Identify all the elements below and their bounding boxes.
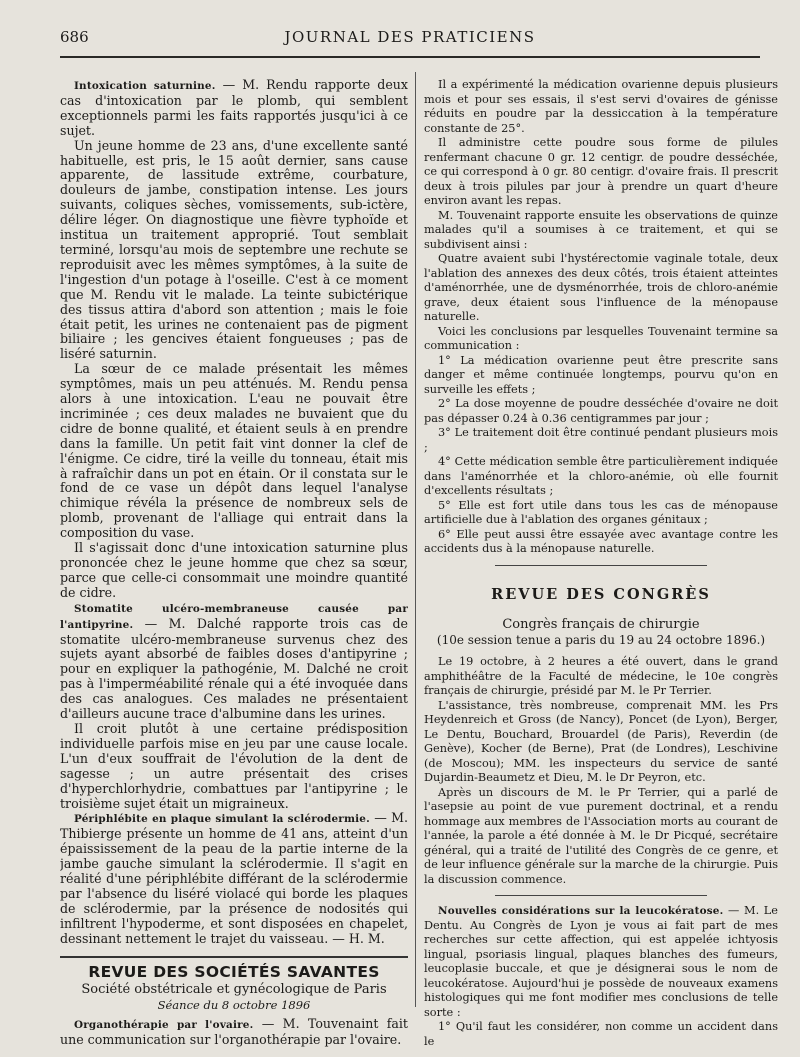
section-rule [495, 565, 707, 566]
paragraph: Il croit plutôt à une certaine prédisposition individuelle parfois mise en jeu par une cause locale. L'un d'eux souffrait de l'évolution de la dent de sagesse ; un autre présentait des crises d'hyperchlorhydrie, combattues par l'antipyrine ; le troisième sujet était un migraineux. [60, 720, 408, 811]
paragraph: Voici les conclusions par lesquelles Touvenaint termine sa communication : [424, 324, 778, 352]
paragraph: Il administre cette poudre sous forme de pilules renfermant chacune 0 gr. 12 centigr. de poudre desséchée, ce qui correspond à 0 gr. 80 centigr. d'ovaire frais. Il prescrit deux à trois pilules par jour à prendre un quart d'heure environ avant les repas. [424, 136, 778, 207]
column-divider [415, 72, 416, 1007]
page-header [60, 22, 760, 58]
conclusion-item: 4° Cette médication semble être particulièrement indiquée dans l'aménorrhée et la chloro-anémie, où elle fournit d'excellents résultats ; [424, 455, 778, 497]
paragraph: 1° Qu'il faut les considérer, non comme un accident dans le [424, 1020, 778, 1048]
conclusion-item: 1° La médication ovarienne peut être prescrite sans danger et même continuée longtemps, pourvu qu'on en surveille les effets ; [424, 353, 778, 396]
conclusion-item: 5° Elle est fort utile dans tous les cas de ménopause artificielle due à l'ablation des organes génitaux ; [424, 498, 778, 526]
paragraph: Il s'agissait donc d'une intoxication saturnine plus prononcée chez le jeune homme que chez sa sœur, parce que celle-ci consommait une moindre quantité de cidre. [60, 540, 408, 600]
paragraph: Un jeune homme de 23 ans, d'une excellente santé habituelle, est pris, le 15 août dernier, sans cause apparente, de lassitude extrême, courbature, douleurs de jambe, constipation intense. Les jours suivants, coliques sèches, vomissements, sub-ictère, délire léger. On diagnostique une fièvre typhoïde et institua un traitement approprié. Tout semblait terminé, lorsqu'au mois de septembre une rechute se reproduisit avec les mêmes symptômes, à la suite de l'ingestion d'un potage à l'oseille. C'est à ce moment que M. Rendu vit le malade. La teinte subictérique des tissus attira d'abord son attention ; mais le foie était petit, les urines ne contenaient pas de pigment biliaire ; les gencives étaient fongueuses ; pas de liséré saturnin. [60, 137, 408, 362]
section-rule [60, 956, 408, 958]
subheading-organotherapie: Organothérapie par l'ovaire. [74, 1019, 254, 1032]
congress-subtitle: (10e session tenue a paris du 19 au 24 octobre 1896.) [436, 632, 766, 647]
journal-title: JOURNAL DES PRATICIENS [284, 28, 536, 46]
paragraph: M. Touvenaint rapporte ensuite les observations de quinze malades qu'il a soumises à ce traitement, et qui se subdivisent ainsi : [424, 208, 778, 251]
paragraph: Périphlébite en plaque simulant la sclérodermie. — M. Thibierge présente un homme de 41 ans, atteint d'un épaississement de la peau de la partie interne de la jambe gauche simulant la sclérodermie. Il s'agit en réalité d'une périphlébite différant de la sclérodermie par l'absence du liséré violacé qui borde les plaques de sclérodermie, par la présence de nodosités qui infiltrent l'hypoderme, et sont disposées en chapelet, dessinant nettement le trajet du vaisseau. — H. M. [60, 810, 408, 946]
session-date: Séance du 8 octobre 1896 [157, 998, 311, 1013]
paragraph: Il a expérimenté la médication ovarienne depuis plusieurs mois et pour ses essais, il s'est servi d'ovaires de génisse réduits en poudre par la dessiccation à la température constante de 25°. [424, 78, 778, 135]
conclusion-item: 3° Le traitement doit être continué pendant plusieurs mois ; [424, 426, 778, 454]
subheading-stomatite: Stomatite ulcéro-membraneuse causée par l'antipyrine. [60, 602, 408, 631]
paragraph: Le 19 octobre, à 2 heures a été ouvert, dans le grand amphithéâtre de la Faculté de médecine, le 10e congrès français de chirurgie, présidé par M. le Pr Terrier. [424, 655, 778, 697]
subheading-leucokeratose: Nouvelles considérations sur la leucokératose. [438, 905, 724, 917]
paragraph: Quatre avaient subi l'hystérectomie vaginale totale, deux l'ablation des annexes des deux côtés, trois étaient atteintes d'aménorrhée, une de dysménorrhée, trois de chloro-anémie grave, deux étaient sous l'influence de la ménopause naturelle. [424, 252, 778, 323]
paragraph-rule [495, 895, 707, 896]
paragraph: L'assistance, très nombreuse, comprenait MM. les Prs Heydenreich et Gross (de Nancy), Poncet (de Lyon), Berger, Le Dentu, Bouchard, Brouardel (de Paris), Reverdin (de Genève), Kocher (de Berne), Prat (de Londres), Leschivine (de Moscou); MM. les inspecteurs du service de santé Dujardin-Beaumetz et Dieu, M. le Dr Peyron, etc. [424, 698, 778, 784]
subheading-periphlebite: Périphlébite en plaque simulant la sclérodermie. [74, 813, 370, 826]
paragraph: Après un discours de M. le Pr Terrier, qui a parlé de l'asepsie au point de vue purement doctrinal, et a rendu hommage aux membres de l'Association morts au courant de l'année, la parole a été donnée à M. le Dr Picqué, secrétaire général, qui a traité de l'utilité des Congrès de ce genre, et de leur influence générale sur la marche de la chirurgie. Puis la discussion commence. [424, 785, 778, 886]
section-title-congres: REVUE DES CONGRÈS [491, 585, 711, 603]
section-title-societes: REVUE DES SOCIÉTÉS SAVANTES [88, 962, 380, 981]
paragraph: Organothérapie par l'ovaire. — M. Touvenaint fait une communication sur l'organothérapie par l'ovaire. [60, 1016, 408, 1048]
congress-title: Congrès français de chirurgie [502, 617, 700, 632]
conclusion-item: 2° La dose moyenne de poudre desséchée d'ovaire ne doit pas dépasser 0.24 à 0.36 centigrammes par jour ; [424, 397, 778, 425]
conclusion-item: 6° Elle peut aussi être essayée avec avantage contre les accidents dus à la ménopause naturelle. [424, 527, 778, 555]
left-column [60, 78, 408, 1048]
paragraph: Stomatite ulcéro-membraneuse causée par l'antipyrine. — M. Dalché rapporte trois cas de stomatite ulcéro-membraneuse survenus chez des sujets ayant absorbé de faibles doses d'antipyrine ; pour en expliquer la pathogénie, M. Dalché ne croit pas à l'imperméabilité rénale qui a été invoquée dans des cas analogues. Ces malades ne présentaient d'ailleurs aucune trace d'albumine dans les urines. [60, 602, 408, 722]
society-title: Société obstétricale et gynécologique de Paris [81, 982, 387, 998]
paragraph: La sœur de ce malade présentait les mêmes symptômes, mais un peu atténués. M. Rendu pensa alors à une intoxication. L'eau ne pouvait être incriminée ; ces deux malades ne buvaient que du cidre de bonne qualité, et étaient seuls à en prendre dans la famille. Un petit fait vint donner la clef de l'énigme. Ce cidre, tiré la veille du tonneau, était mis à rafraîchir dans un pot en étain. Or il constata sur le fond de ce vase un dépôt dans lequel l'analyse chimique révéla la présence de nombreux sels de plomb, provenant de l'alliage qui entrait dans la composition du vase. [60, 361, 408, 541]
page-number: 686 [60, 28, 89, 46]
right-column [424, 78, 778, 1049]
subheading-intoxication: Intoxication saturnine. [74, 80, 216, 92]
paragraph: Intoxication saturnine. — M. Rendu rapporte deux cas d'intoxication par le plomb, qui semblent exceptionnels parmi les faits rapportés jusqu'ici à ce sujet. [60, 78, 408, 138]
paragraph: Nouvelles considérations sur la leucokératose. — M. Le Dentu. Au Congrès de Lyon je vous ai fait part de mes recherches sur cette affection, qui est appelée ichtyosis lingual, psoriasis lingual, plaques blanches des fumeurs, leucoplasie buccale, et que je désignerai sous le nom de leucokératose. Aujourd'hui je possède de nouveaux examens histologiques qui me font modifier mes conclusions de telle sorte : [424, 904, 778, 1019]
